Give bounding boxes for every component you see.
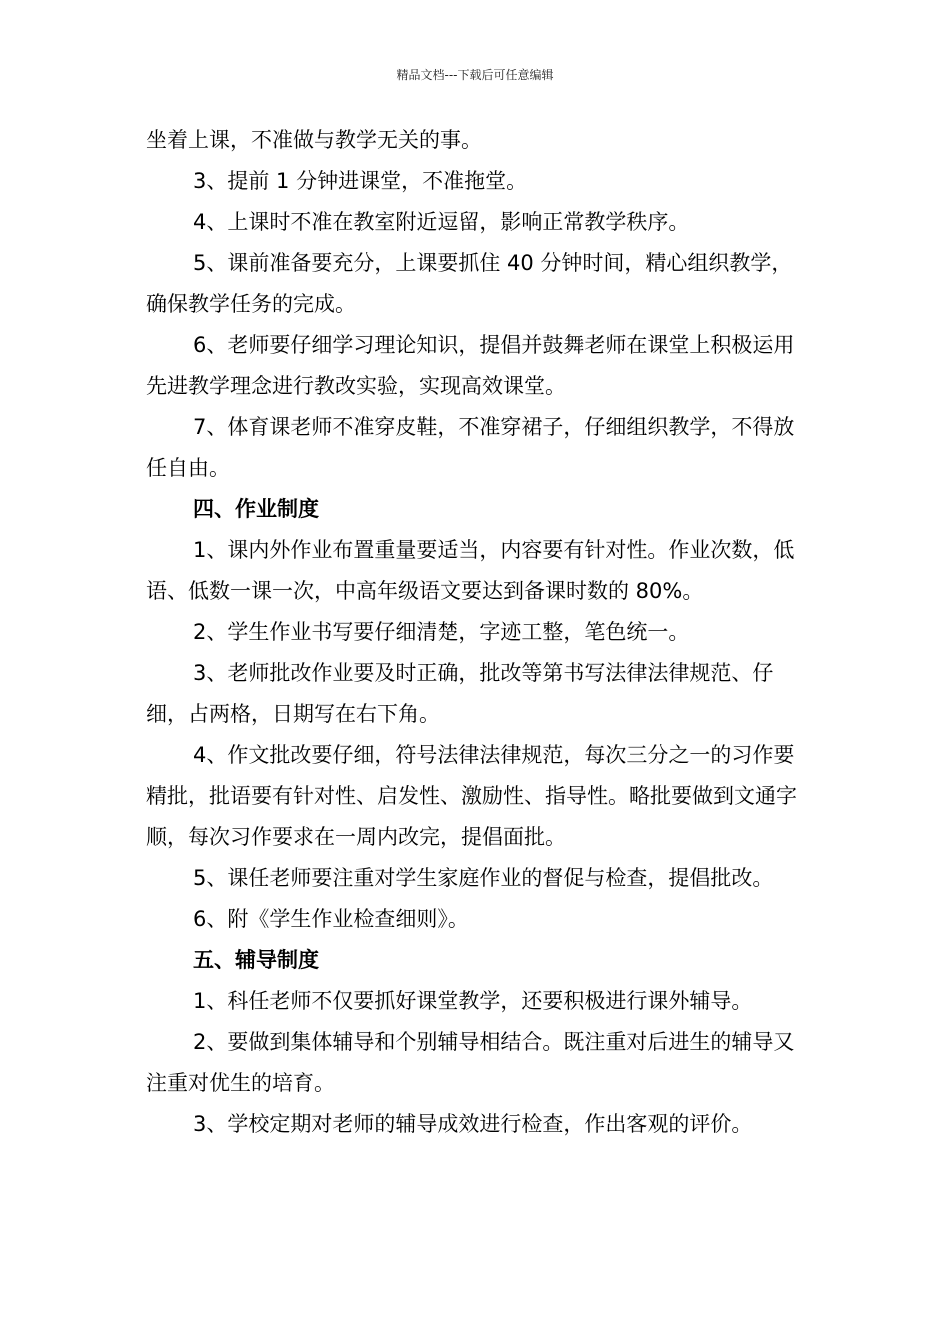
paragraph-item: 7、体育课老师不准穿皮鞋，不准穿裙子，仔细组织教学，不得放任自由。 bbox=[146, 415, 795, 480]
paragraph-item: 4、上课时不准在教室附近逗留，影响正常教学秩序。 bbox=[193, 210, 690, 234]
paragraph-item: 1、课内外作业布置重量要适当，内容要有针对性。作业次数，低语、低数一课一次，中高年级语文要达到备课时数的 80%。 bbox=[146, 538, 795, 603]
paragraph-item: 2、要做到集体辅导和个别辅导相结合。既注重对后进生的辅导又注重对优生的培育。 bbox=[146, 1030, 795, 1095]
paragraph-item: 3、老师批改作业要及时正确，批改等第书写法律法律规范、仔细，占两格，日期写在右下角。 bbox=[146, 661, 774, 726]
paragraph-continuation: 坐着上课，不准做与教学无关的事。 bbox=[146, 128, 482, 152]
paragraph-item: 4、作文批改要仔细，符号法律法律规范，每次三分之一的习作要精批，批语要有针对性、启发性、激励性、指导性。略批要做到文通字顺，每次习作要求在一周内改完，提倡面批。 bbox=[146, 743, 797, 849]
document-body bbox=[146, 120, 808, 1145]
paragraph-item: 6、附《学生作业检查细则》。 bbox=[193, 907, 469, 931]
paragraph-item: 2、学生作业书写要仔细清楚，字迹工整，笔色统一。 bbox=[193, 620, 690, 644]
paragraph-item: 3、提前 1 分钟进课堂，不准拖堂。 bbox=[193, 169, 528, 193]
section-heading: 五、辅导制度 bbox=[193, 948, 319, 972]
page-header: 精品文档---下载后可任意编辑 bbox=[396, 68, 554, 82]
paragraph-item: 5、课前准备要充分，上课要抓住 40 分钟时间，精心组织教学，确保教学任务的完成。 bbox=[146, 251, 793, 316]
paragraph-item: 3、学校定期对老师的辅导成效进行检查，作出客观的评价。 bbox=[193, 1112, 753, 1136]
paragraph-item: 5、课任老师要注重对学生家庭作业的督促与检查，提倡批改。 bbox=[193, 866, 774, 890]
paragraph-item: 1、科任老师不仅要抓好课堂教学，还要积极进行课外辅导。 bbox=[193, 989, 753, 1013]
section-heading: 四、作业制度 bbox=[193, 497, 319, 521]
paragraph-item: 6、老师要仔细学习理论知识，提倡并鼓舞老师在课堂上积极运用先进教学理念进行教改实验，实现高效课堂。 bbox=[146, 333, 795, 398]
